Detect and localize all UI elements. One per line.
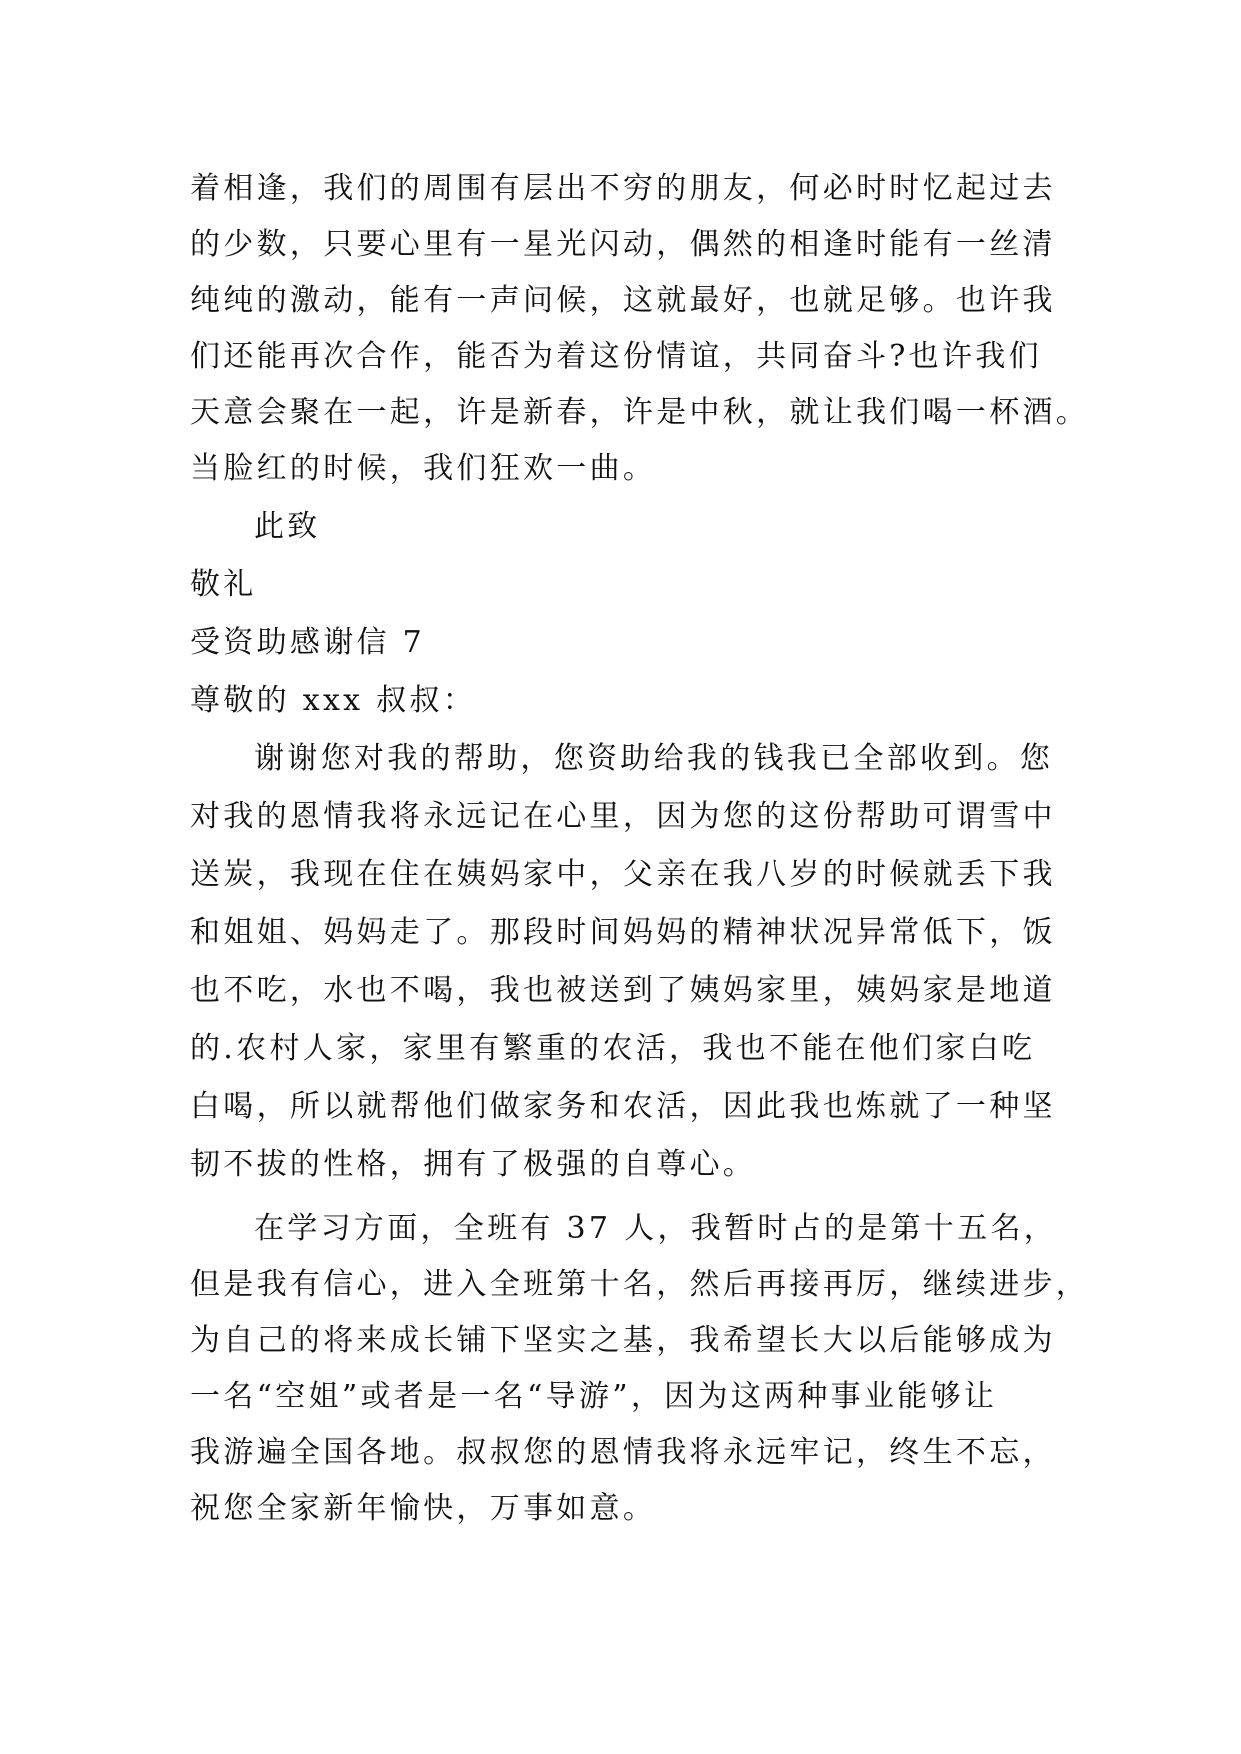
- text-line: 的少数，只要心里有一星光闪动，偶然的相逢时能有一丝清: [190, 227, 1056, 262]
- text-line: 纯纯的激动，能有一声问候，这就最好，也就足够。也许我: [190, 283, 1056, 318]
- text-line: 也不吃，水也不喝，我也被送到了姨妈家里，姨妈家是地道: [190, 973, 1056, 1008]
- letter-greeting: 尊敬的 xxx 叔叔：: [190, 683, 477, 718]
- text-line: 对我的恩情我将永远记在心里，因为您的这份帮助可谓雪中: [190, 799, 1056, 834]
- text-line: 当脸红的时候，我们狂欢一曲。: [190, 451, 657, 486]
- closing-salutation: 此致: [254, 509, 321, 544]
- text-line: 着相逢，我们的周围有层出不穷的朋友，何必时时忆起过去: [190, 171, 1056, 206]
- text-line: 我游遍全国各地。叔叔您的恩情我将永远牢记，终生不忘，: [190, 1435, 1056, 1470]
- text-line: 但是我有信心，进入全班第十名，然后再接再厉，继续进步，: [190, 1267, 1090, 1302]
- text-line: 天意会聚在一起，许是新春，许是中秋，就让我们喝一杯酒。: [190, 395, 1090, 430]
- text-line: 祝您全家新年愉快，万事如意。: [190, 1491, 657, 1526]
- text-line: 在学习方面，全班有 37 人，我暂时占的是第十五名，: [254, 1211, 1058, 1246]
- text-line: 送炭，我现在住在姨妈家中，父亲在我八岁的时候就丢下我: [190, 857, 1056, 892]
- text-line: 白喝，所以就帮他们做家务和农活，因此我也炼就了一种坚: [190, 1089, 1056, 1124]
- text-line: 一名“空姐”或者是一名“导游”，因为这两种事业能够让: [190, 1379, 998, 1414]
- text-line: 的.农村人家，家里有繁重的农活，我也不能在他们家白吃: [190, 1031, 1036, 1066]
- letter-title: 受资助感谢信 7: [190, 625, 426, 660]
- text-line: 为自己的将来成长铺下坚实之基，我希望长大以后能够成为: [190, 1323, 1056, 1358]
- closing-regards: 敬礼: [190, 567, 257, 602]
- text-line: 韧不拔的性格，拥有了极强的自尊心。: [190, 1147, 757, 1182]
- text-line: 们还能再次合作，能否为着这份情谊，共同奋斗?也许我们: [190, 339, 1042, 374]
- text-line: 和姐姐、妈妈走了。那段时间妈妈的精神状况异常低下，饭: [190, 915, 1056, 950]
- text-line: 谢谢您对我的帮助，您资助给我的钱我已全部收到。您: [254, 741, 1054, 776]
